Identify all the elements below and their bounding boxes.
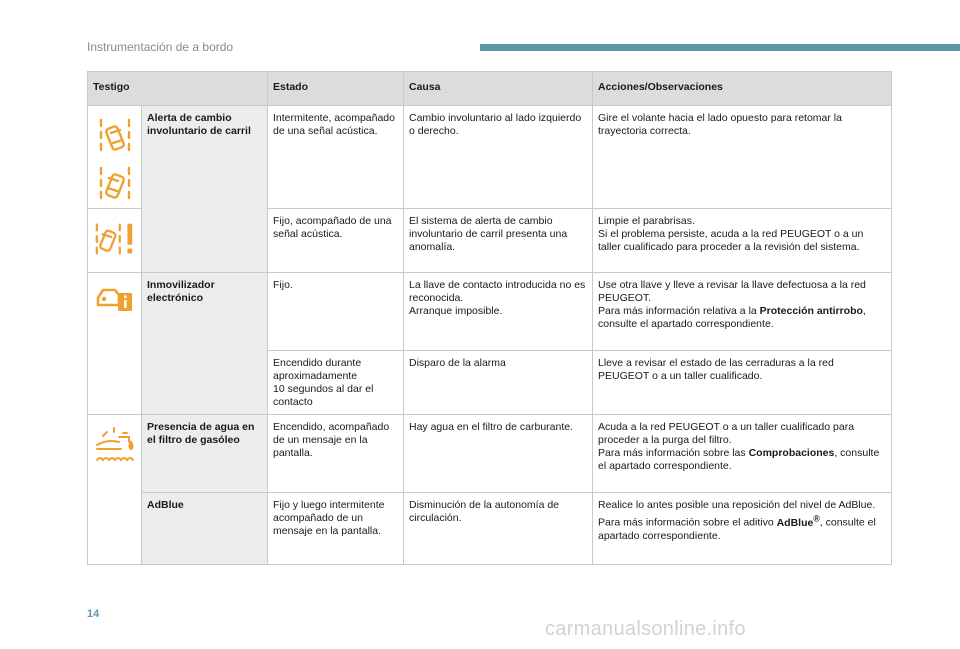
estado-line: Encendido durante aproximadamente: [273, 357, 362, 382]
lane-departure-left-icon: [95, 116, 135, 156]
acciones-line: Para más información relativa a la Protección antirrobo, consulte el apartado correspondiente.: [598, 305, 866, 330]
icon-cell: [88, 106, 142, 209]
lane-departure-fault-icon: [93, 219, 137, 259]
estado-cell: Encendido, acompañado de un mensaje en la pantalla.: [268, 415, 404, 493]
acciones-cell: [593, 273, 892, 351]
column-header-causa: Causa: [404, 72, 593, 106]
icon-cell: [88, 415, 142, 565]
acciones-line: Para más información sobre las Comprobaciones, consulte el apartado correspondiente.: [598, 447, 880, 472]
acciones-cell: Gire el volante hacia el lado opuesto para retomar la trayectoria correcta.: [593, 106, 892, 209]
column-header-acciones: Acciones/Observaciones: [593, 72, 892, 106]
table-header-row: [88, 72, 892, 106]
acciones-cell: [593, 209, 892, 273]
table-row: [88, 106, 892, 209]
warning-lights-table: [87, 71, 892, 565]
water-in-diesel-icon: [93, 425, 137, 465]
column-header-estado: Estado: [268, 72, 404, 106]
acciones-cell: [593, 415, 892, 493]
causa-cell: Disminución de la autonomía de circulación.: [404, 493, 593, 565]
acciones-line: Si el problema persiste, acuda a la red PEUGEOT o a un taller cualificado para proceder a la revisión del sistema.: [598, 228, 864, 253]
icon-cell: [88, 209, 142, 273]
acciones-cell: Lleve a revisar el estado de las cerraduras a la red PEUGEOT o a un taller cualificado.: [593, 351, 892, 415]
causa-cell: El sistema de alerta de cambio involuntario de carril presenta una anomalía.: [404, 209, 593, 273]
reference-keyword: AdBlue®: [776, 513, 820, 529]
warning-name-lane-departure: Alerta de cambio involuntario de carril: [142, 106, 268, 273]
acciones-line: Realice lo antes posible una reposición del nivel de AdBlue.: [598, 499, 876, 511]
warning-name-water-in-diesel: Presencia de agua en el filtro de gasóleo: [142, 415, 268, 493]
acciones-line: Limpie el parabrisas.: [598, 215, 695, 227]
estado-line: 10 segundos al dar el contacto: [273, 383, 374, 408]
estado-cell: [268, 351, 404, 415]
reference-keyword: Comprobaciones: [748, 447, 835, 459]
warning-name-adblue: AdBlue: [142, 493, 268, 565]
causa-cell: Disparo de la alarma: [404, 351, 593, 415]
acciones-line: Para más información sobre el aditivo AdBlue®, consulte el apartado correspondiente.: [598, 513, 876, 542]
table-row: [88, 493, 892, 565]
header-accent-bar: [480, 44, 960, 51]
estado-cell: Fijo y luego intermitente acompañado de un mensaje en la pantalla.: [268, 493, 404, 565]
causa-cell: Cambio involuntario al lado izquierdo o derecho.: [404, 106, 593, 209]
acciones-cell: [593, 493, 892, 565]
column-header-testigo: Testigo: [88, 72, 268, 106]
lane-departure-right-icon: [95, 164, 135, 204]
causa-cell: [404, 273, 593, 351]
table-row: [88, 415, 892, 493]
icon-cell: [88, 273, 142, 415]
acciones-line: Use otra llave y lleve a revisar la llave defectuosa a la red PEUGEOT.: [598, 279, 866, 304]
immobilizer-icon: [95, 283, 135, 313]
estado-cell: Fijo, acompañado de una señal acústica.: [268, 209, 404, 273]
acciones-line: Acuda a la red PEUGEOT o a un taller cualificado para proceder a la purga del filtro.: [598, 421, 855, 446]
estado-cell: Fijo.: [268, 273, 404, 351]
causa-line: La llave de contacto introducida no es reconocida.: [409, 279, 586, 304]
warning-name-immobilizer: Inmovilizador electrónico: [142, 273, 268, 415]
page-number: 14: [87, 608, 100, 620]
causa-cell: Hay agua en el filtro de carburante.: [404, 415, 593, 493]
section-title: Instrumentación de a bordo: [87, 40, 234, 54]
watermark: carmanualsonline.info: [545, 618, 746, 640]
reference-keyword: Protección antirrobo: [759, 305, 863, 317]
table-row: [88, 273, 892, 351]
estado-cell: Intermitente, acompañado de una señal acústica.: [268, 106, 404, 209]
causa-line: Arranque imposible.: [409, 305, 503, 317]
